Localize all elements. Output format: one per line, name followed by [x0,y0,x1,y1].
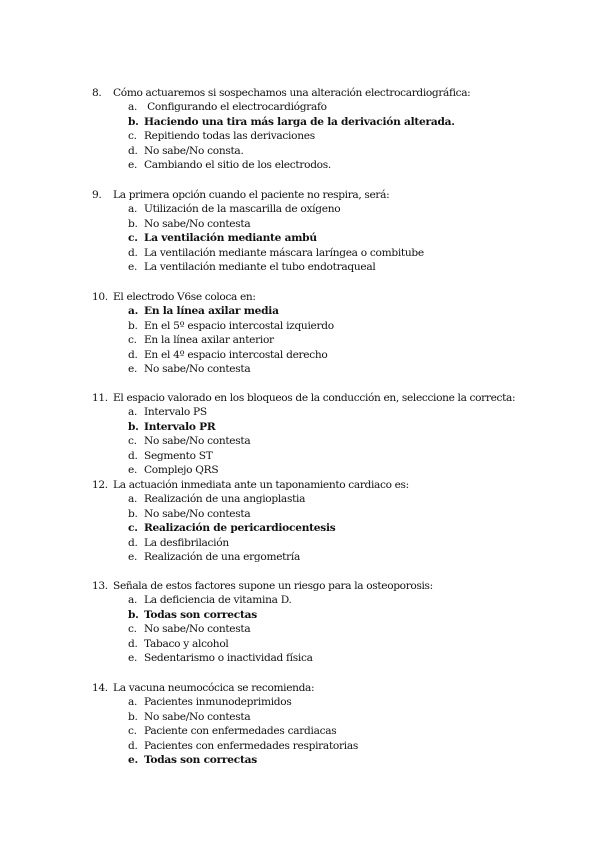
question-text: La primera opción cuando el paciente no respira, será: [113,189,390,201]
option-a: a. Realización de una angioplastia [128,493,306,505]
option-d: d. La desfibrilación [128,536,229,549]
option-e: e. Complejo QRS [128,464,219,477]
option-d: d. En el 4º espacio intercostal derecho [128,348,328,361]
option-b: b. No sabe/No contesta [128,217,251,230]
option-d: d. La ventilación mediante máscara laríngea o combitube [128,246,424,259]
question-9 [92,188,389,203]
question-number: 8. [92,87,102,99]
options-list-8 [128,100,455,173]
question-number: 14. [92,682,108,694]
option-b: b. No sabe/No contesta [128,710,251,723]
question-number: 11. [92,392,108,404]
option-a: a. Intervalo PS [128,406,207,418]
options-list-9 [128,202,424,275]
options-list-11 [128,405,250,478]
options-list-10 [128,304,334,377]
question-text: La vacuna neumocócica se recomienda: [113,682,315,694]
option-c-correct: c. Realización de pericardiocentesis [128,522,336,535]
option-e-correct: e. Todas son correctas [128,754,257,767]
options-list-14 [128,695,358,768]
question-number: 13. [92,580,108,592]
option-e: e. Realización de una ergometría [128,551,301,564]
question-13 [92,579,433,594]
question-11 [92,391,515,406]
option-c: c. En la línea axilar anterior [128,334,274,347]
option-b: b. No sabe/No contesta [128,507,251,520]
option-c: c. No sabe/No contesta [128,623,251,636]
option-b-correct: b. Intervalo PR [128,420,216,433]
option-a-correct: a. En la línea axilar media [128,305,279,317]
question-number: 12. [92,479,108,491]
options-list-13 [128,593,313,666]
question-12 [92,478,409,493]
option-e: e. No sabe/No contesta [128,363,251,376]
option-d: d. Pacientes con enfermedades respiratorias [128,739,358,752]
question-text: El electrodo V6se coloca en: [113,291,256,303]
option-b-correct: b. Haciendo una tira más larga de la derivación alterada. [128,115,455,128]
question-text: Cómo actuaremos si sospechamos una alteración electrocardiográfica: [113,87,471,99]
option-d: d. No sabe/No consta. [128,144,244,157]
question-8 [92,86,470,101]
question-14 [92,681,314,696]
option-c-correct: c. La ventilación mediante ambú [128,232,317,245]
question-number: 9. [92,189,102,201]
option-c: c. Paciente con enfermedades cardiacas [128,725,337,738]
option-b-correct: b. Todas son correctas [128,608,257,621]
option-c: c. Repitiendo todas las derivaciones [128,130,315,143]
option-b: b. En el 5º espacio intercostal izquierdo [128,319,334,332]
option-c: c. No sabe/No contesta [128,435,251,448]
option-a: a. Pacientes inmunodeprimidos [128,696,292,708]
option-d: d. Tabaco y alcohol [128,637,229,650]
question-10 [92,290,256,305]
option-a: a. Utilización de la mascarilla de oxígeno [128,203,341,215]
option-e: e. La ventilación mediante el tubo endotraqueal [128,261,376,274]
option-a: a. La deficiencia de vitamina D. [128,594,292,606]
option-e: e. Cambiando el sitio de los electrodos. [128,159,331,172]
question-text: El espacio valorado en los bloqueos de la conducción en, seleccione la correcta: [113,392,516,404]
option-e: e. Sedentarismo o inactividad física [128,652,313,665]
option-d: d. Segmento ST [128,449,213,462]
question-number: 10. [92,291,108,303]
question-text: Señala de estos factores supone un riesgo para la osteoporosis: [113,580,433,592]
option-a: a. Configurando el electrocardiógrafo [128,101,327,113]
options-list-12 [128,492,335,565]
question-text: La actuación inmediata ante un taponamiento cardiaco es: [113,479,409,491]
